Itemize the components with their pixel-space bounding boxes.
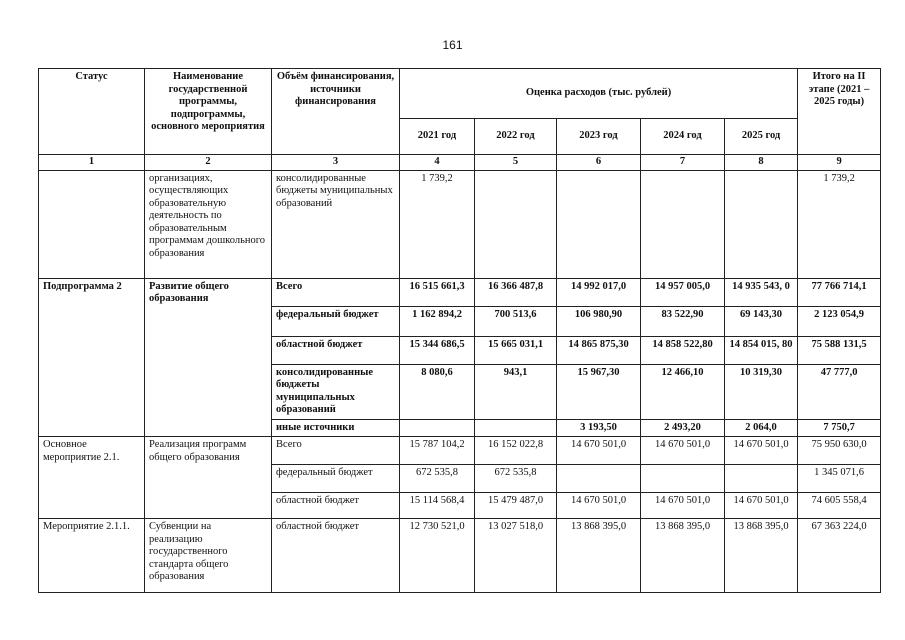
cell-name: Реализация программ общего образования — [145, 437, 272, 519]
header-estimate: Оценка расходов (тыс. рублей) — [400, 69, 798, 119]
cell-total: 67 363 224,0 — [798, 519, 881, 593]
header-status: Статус — [39, 69, 145, 155]
cell-2021: 12 730 521,0 — [400, 519, 475, 593]
cell-name: Развитие общего образования — [145, 278, 272, 437]
header-year-2021: 2021 год — [400, 119, 475, 155]
header-year-2022: 2022 год — [475, 119, 557, 155]
cell-2023: 3 193,50 — [557, 419, 641, 437]
col-number: 1 — [39, 155, 145, 171]
cell-2024 — [641, 465, 725, 493]
cell-2021: 672 535,8 — [400, 465, 475, 493]
header-year-2025: 2025 год — [725, 119, 798, 155]
cell-2024: 14 957 005,0 — [641, 278, 725, 306]
cell-2021: 1 739,2 — [400, 170, 475, 278]
cell-source: федеральный бюджет — [272, 465, 400, 493]
cell-2025: 14 935 543, 0 — [725, 278, 798, 306]
header-total: Итого на II этапе (2021 – 2025 годы) — [798, 69, 881, 155]
cell-2021: 15 787 104,2 — [400, 437, 475, 465]
header-year-2023: 2023 год — [557, 119, 641, 155]
cell-status — [39, 170, 145, 278]
column-number-row — [39, 155, 881, 171]
cell-2021: 8 080,6 — [400, 364, 475, 419]
cell-2022: 15 665 031,1 — [475, 336, 557, 364]
cell-2022: 13 027 518,0 — [475, 519, 557, 593]
cell-2021: 1 162 894,2 — [400, 306, 475, 336]
col-number: 6 — [557, 155, 641, 171]
cell-2023: 14 865 875,30 — [557, 336, 641, 364]
cell-total: 47 777,0 — [798, 364, 881, 419]
cell-2024: 83 522,90 — [641, 306, 725, 336]
cell-source: иные источники — [272, 419, 400, 437]
cell-2025 — [725, 465, 798, 493]
cell-source: консолидированные бюджеты муниципальных образований — [272, 170, 400, 278]
cell-2022 — [475, 419, 557, 437]
cell-2023: 14 670 501,0 — [557, 493, 641, 519]
cell-2022: 16 152 022,8 — [475, 437, 557, 465]
cell-total: 1 739,2 — [798, 170, 881, 278]
cell-total: 7 750,7 — [798, 419, 881, 437]
cell-2024: 12 466,10 — [641, 364, 725, 419]
cell-2024: 14 670 501,0 — [641, 437, 725, 465]
cell-total: 74 605 558,4 — [798, 493, 881, 519]
cell-2025: 14 670 501,0 — [725, 493, 798, 519]
cell-2025: 69 143,30 — [725, 306, 798, 336]
cell-total: 77 766 714,1 — [798, 278, 881, 306]
page-number: 161 — [442, 38, 463, 52]
cell-2024: 14 670 501,0 — [641, 493, 725, 519]
cell-2025: 14 670 501,0 — [725, 437, 798, 465]
cell-2022: 16 366 487,8 — [475, 278, 557, 306]
col-number: 2 — [145, 155, 272, 171]
cell-2021: 16 515 661,3 — [400, 278, 475, 306]
cell-2021 — [400, 419, 475, 437]
cell-status: Подпрограмма 2 — [39, 278, 145, 437]
header-name: Наименование государственной программы, подпрограммы, основного мероприятия — [145, 69, 272, 155]
cell-source: областной бюджет — [272, 519, 400, 593]
cell-2023: 13 868 395,0 — [557, 519, 641, 593]
col-number: 8 — [725, 155, 798, 171]
cell-total: 1 345 071,6 — [798, 465, 881, 493]
cell-source: Всего — [272, 278, 400, 306]
cell-source: федеральный бюджет — [272, 306, 400, 336]
cell-2023 — [557, 170, 641, 278]
cell-2024: 14 858 522,80 — [641, 336, 725, 364]
cell-name: организациях, осуществляющих образовательную деятельность по образовательным программам дошкольного образования — [145, 170, 272, 278]
table-row — [39, 437, 881, 465]
cell-2021: 15 344 686,5 — [400, 336, 475, 364]
cell-name: Субвенции на реализацию государственного стандарта общего образования — [145, 519, 272, 593]
table-row — [39, 278, 881, 306]
cell-source: консолидированные бюджеты муниципальных образований — [272, 364, 400, 419]
cell-source: Всего — [272, 437, 400, 465]
cell-2024: 13 868 395,0 — [641, 519, 725, 593]
cell-2022: 672 535,8 — [475, 465, 557, 493]
cell-2023: 14 670 501,0 — [557, 437, 641, 465]
cell-status: Мероприятие 2.1.1. — [39, 519, 145, 593]
header-year-2024: 2024 год — [641, 119, 725, 155]
header-volume: Объём финансирования, источники финансирования — [272, 69, 400, 155]
cell-2022: 700 513,6 — [475, 306, 557, 336]
cell-2024 — [641, 170, 725, 278]
cell-2025: 10 319,30 — [725, 364, 798, 419]
table-row — [39, 170, 881, 278]
cell-2025: 2 064,0 — [725, 419, 798, 437]
cell-total: 2 123 054,9 — [798, 306, 881, 336]
cell-2023: 14 992 017,0 — [557, 278, 641, 306]
cell-2021: 15 114 568,4 — [400, 493, 475, 519]
col-number: 4 — [400, 155, 475, 171]
cell-total: 75 950 630,0 — [798, 437, 881, 465]
cell-2023: 15 967,30 — [557, 364, 641, 419]
budget-table — [38, 68, 881, 593]
cell-status: Основное мероприятие 2.1. — [39, 437, 145, 519]
cell-2023: 106 980,90 — [557, 306, 641, 336]
cell-2023 — [557, 465, 641, 493]
cell-source: областной бюджет — [272, 336, 400, 364]
cell-source: областной бюджет — [272, 493, 400, 519]
table-row — [39, 519, 881, 593]
cell-2025 — [725, 170, 798, 278]
col-number: 7 — [641, 155, 725, 171]
col-number: 3 — [272, 155, 400, 171]
col-number: 5 — [475, 155, 557, 171]
cell-2022: 943,1 — [475, 364, 557, 419]
cell-total: 75 588 131,5 — [798, 336, 881, 364]
col-number: 9 — [798, 155, 881, 171]
cell-2025: 13 868 395,0 — [725, 519, 798, 593]
cell-2022 — [475, 170, 557, 278]
cell-2025: 14 854 015, 80 — [725, 336, 798, 364]
cell-2022: 15 479 487,0 — [475, 493, 557, 519]
cell-2024: 2 493,20 — [641, 419, 725, 437]
